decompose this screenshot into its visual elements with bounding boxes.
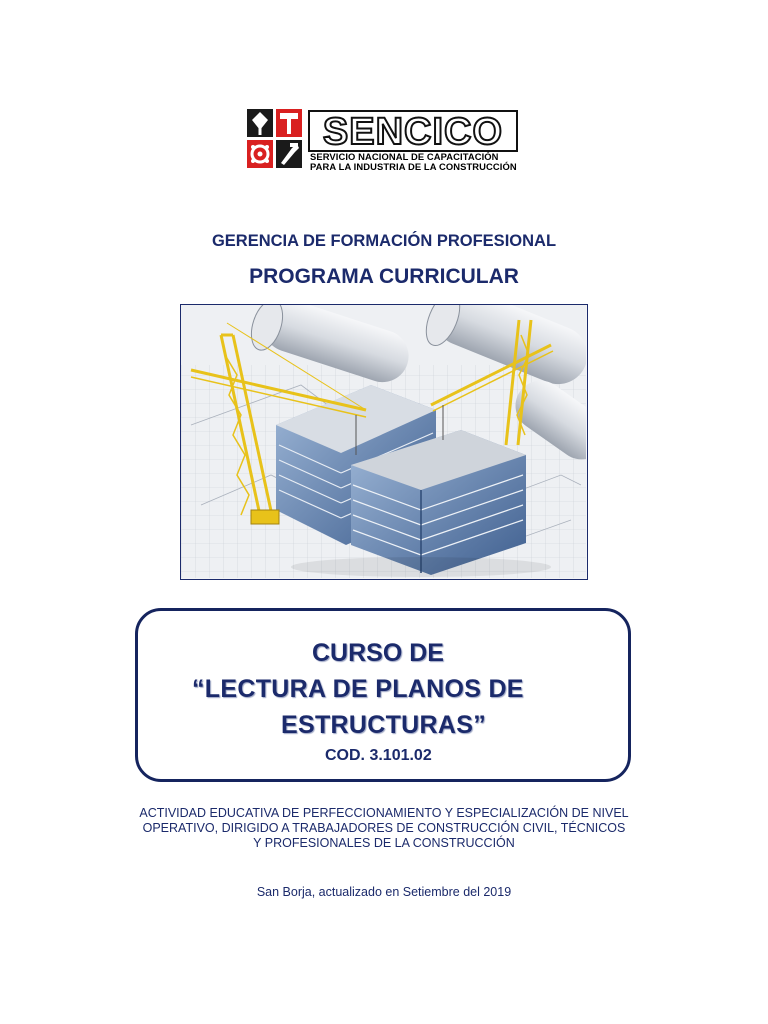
- description-line3: Y PROFESIONALES DE LA CONSTRUCCIÓN: [253, 836, 515, 850]
- course-description: [110, 806, 658, 851]
- course-title-line2: ESTRUCTURAS”: [281, 711, 486, 739]
- logo-icon-grid: [246, 108, 304, 170]
- course-code: COD. 3.101.02: [325, 747, 432, 764]
- sencico-wordmark-text: SENCICO: [322, 111, 504, 152]
- construction-cover-image: [180, 304, 588, 580]
- construction-cranes-buildings-blueprints-image: [181, 305, 586, 578]
- gear-icon: [247, 140, 273, 168]
- pipe-wrench-icon: [276, 140, 302, 168]
- department-heading: GERENCIA DE FORMACIÓN PROFESIONAL: [211, 232, 557, 250]
- course-prefix: CURSO DE: [312, 639, 444, 667]
- course-title-box: [135, 608, 631, 782]
- location-date-line: San Borja, actualizado en Setiembre del 2019: [256, 885, 512, 899]
- description-line2: OPERATIVO, DIRIGIDO A TRABAJADORES DE CONSTRUCCIÓN CIVIL, TÉCNICOS: [142, 821, 626, 835]
- course-title-line1: “LECTURA DE PLANOS DE: [192, 675, 524, 703]
- sencico-logo: [246, 108, 520, 172]
- shovel-icon: [247, 109, 273, 137]
- document-type-heading: PROGRAMA CURRICULAR: [249, 265, 519, 288]
- sencico-wordmark: [308, 110, 518, 152]
- logo-subtitle-line2: PARA LA INDUSTRIA DE LA CONSTRUCCIÓN: [310, 161, 517, 172]
- description-line1: ACTIVIDAD EDUCATIVA DE PERFECCIONAMIENTO Y ESPECIALIZACIÓN DE NIVEL: [139, 806, 629, 820]
- logo-subtitle-line1: SERVICIO NACIONAL DE CAPACITACIÓN: [310, 151, 499, 162]
- hammer-icon: [276, 109, 302, 137]
